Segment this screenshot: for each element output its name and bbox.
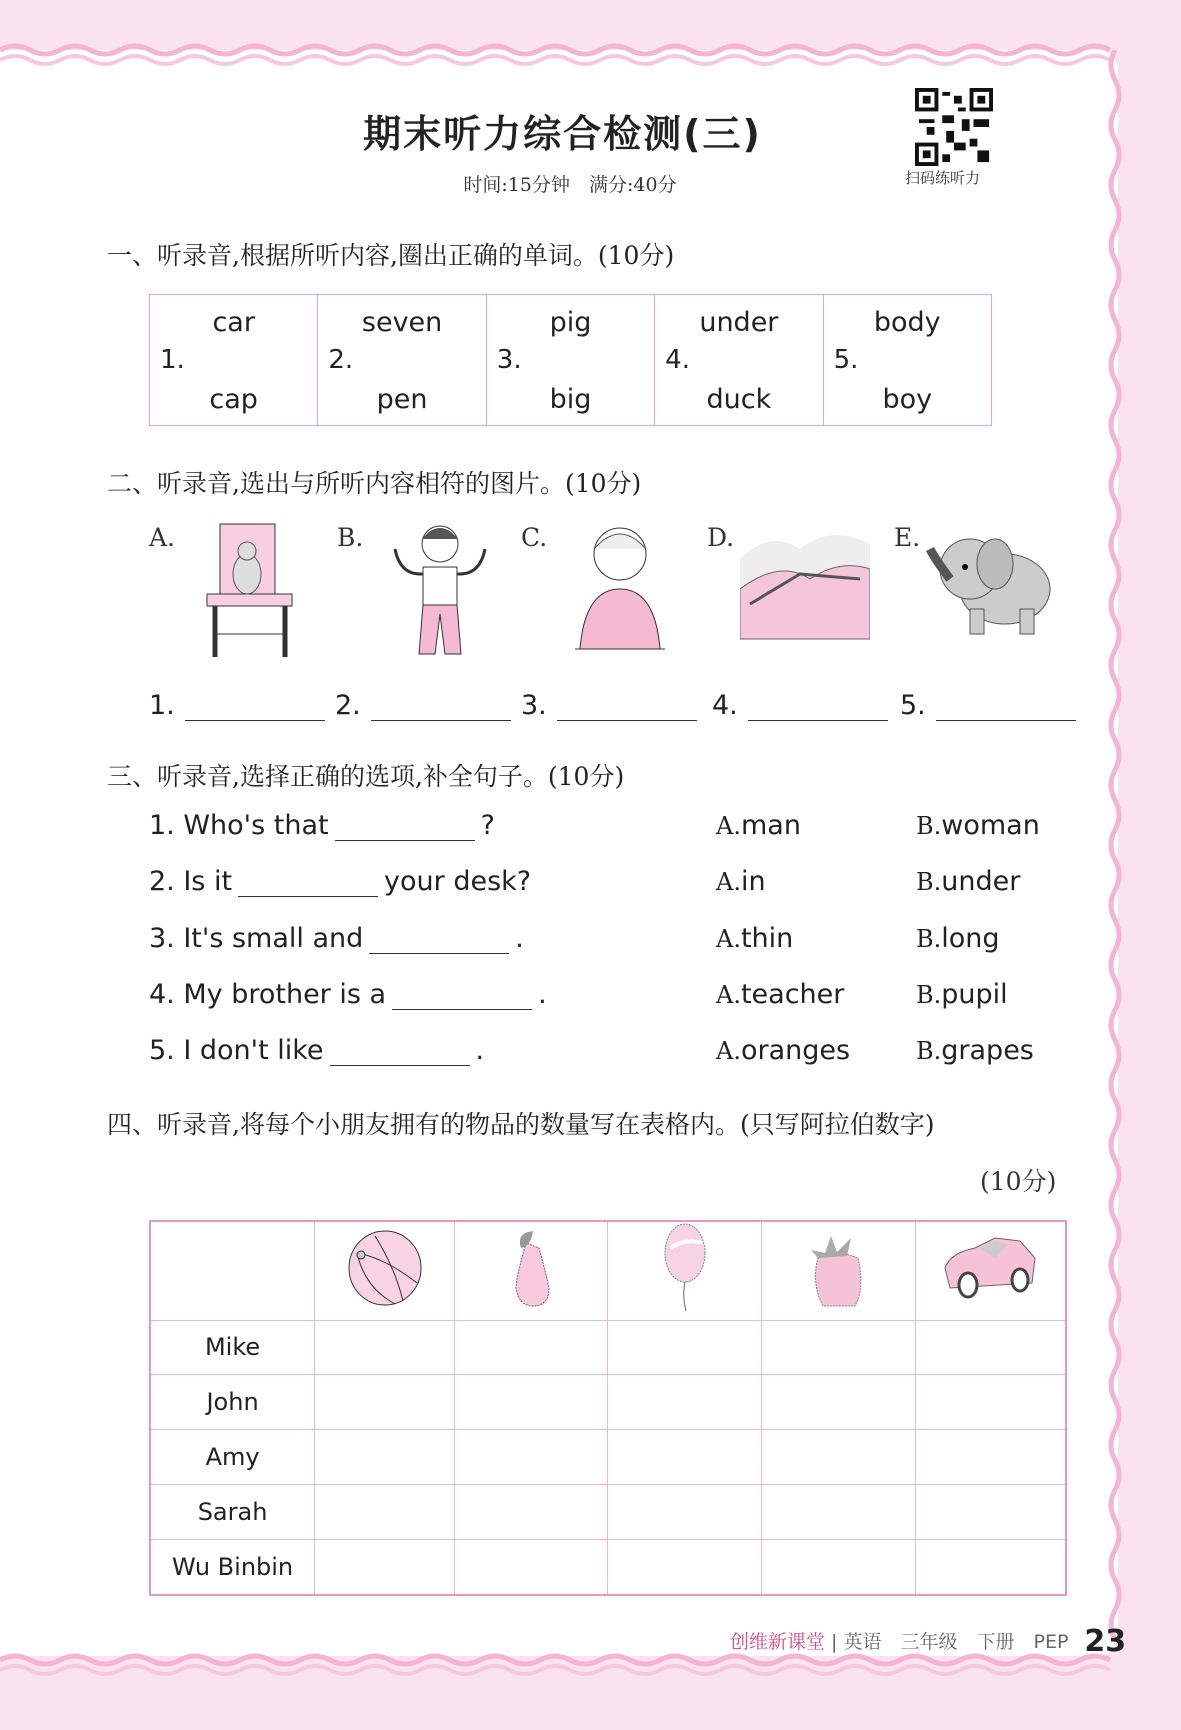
word-choice-table [149,294,992,426]
footer: 创维新课堂 | 英语 三年级 下册 PEP 23 [730,1624,1127,1659]
qr-code-icon[interactable] [914,88,994,166]
word-option[interactable]: car [212,307,255,338]
count-cell-pear[interactable] [454,1430,608,1485]
corner-cell [150,1221,315,1320]
item-count-table [149,1220,1067,1596]
option-b[interactable] [916,979,1008,1010]
answer-line[interactable] [748,693,888,721]
word-choice-cell [318,295,486,426]
count-cell-ball[interactable] [315,1320,455,1375]
section4-heading: 四、听录音,将每个小朋友拥有的物品的数量写在表格内。(只写阿拉伯数字) [107,1110,935,1139]
page-number: 23 [1084,1624,1127,1659]
word-option[interactable]: duck [706,384,772,415]
answer-line[interactable] [371,693,511,721]
car-icon [915,1221,1066,1320]
option-b[interactable] [916,866,1020,897]
question-sentence [149,923,524,954]
count-cell-pear[interactable] [454,1320,608,1375]
table-row [150,1320,1066,1375]
section1-heading: 一、听录音,根据所听内容,圈出正确的单词。(10分) [107,241,675,270]
count-cell-balloon[interactable] [608,1320,762,1375]
count-cell-strawberry[interactable] [762,1375,916,1430]
child-name: Wu Binbin [150,1539,315,1595]
option-a[interactable] [716,923,793,954]
item-number: 5. [833,345,859,375]
option-text: man [740,810,801,841]
word-option[interactable]: pig [549,307,592,338]
sentence-start: 2. Is it [149,866,233,898]
answer-line[interactable] [369,926,509,954]
answer-blank[interactable] [712,690,888,721]
option-letter: A. [716,812,741,840]
table-row [150,1430,1066,1485]
count-cell-ball[interactable] [315,1539,455,1595]
picture-label: A. [149,523,176,552]
option-letter: A. [716,924,741,953]
option-text: in [740,866,766,898]
word-choice-cell [150,295,318,426]
option-letter: A. [716,868,741,897]
count-cell-ball[interactable] [315,1430,455,1485]
answer-blank[interactable] [149,690,325,721]
section3-heading: 三、听录音,选择正确的选项,补全句子。(10分) [107,762,625,791]
answer-line[interactable] [936,693,1076,721]
blank-number: 5. [900,690,926,721]
option-letter: A. [716,980,741,1009]
great-wall-icon [740,519,870,659]
answer-blank[interactable] [900,690,1076,721]
option-text: oranges [740,1035,851,1067]
option-text: thin [740,922,794,954]
time-score-info: 时间:15分钟 满分:40分 [463,174,677,196]
count-cell-strawberry[interactable] [762,1484,916,1539]
blank-number: 2. [335,690,361,721]
word-choice-cell [486,295,654,426]
count-cell-pear[interactable] [454,1375,608,1430]
answer-line[interactable] [185,693,325,721]
word-option[interactable]: pen [376,384,428,415]
answer-line[interactable] [330,1038,470,1066]
option-a[interactable] [716,979,844,1010]
option-b[interactable] [916,1035,1034,1066]
option-text: woman [941,810,1040,841]
question-sentence [149,866,531,897]
count-cell-balloon[interactable] [608,1430,762,1485]
table-row [150,1375,1066,1430]
count-cell-car[interactable] [915,1484,1066,1539]
sentence-end: . [475,1035,485,1067]
count-cell-pear[interactable] [454,1484,608,1539]
word-choice-cell [655,295,823,426]
word-choice-cell [823,295,991,426]
question-sentence [149,1035,484,1066]
picture-label: B. [337,523,364,552]
option-letter: B. [916,868,942,897]
sentence-start: 1. Who's that [149,810,329,841]
elephant-icon [920,519,1060,659]
balloon-icon [608,1221,762,1320]
count-cell-balloon[interactable] [608,1539,762,1595]
footer-brand: 创维新课堂 [730,1631,826,1653]
word-option[interactable]: under [699,307,779,338]
option-letter: B. [916,924,942,953]
answer-blank[interactable] [521,690,697,721]
count-cell-strawberry[interactable] [762,1539,916,1595]
option-letter: B. [916,980,942,1009]
picture-label: E. [894,523,921,552]
option-b[interactable] [916,810,1040,841]
option-letter: B. [916,1037,942,1066]
blank-number: 1. [149,690,175,721]
item-number: 3. [496,345,522,375]
count-cell-balloon[interactable] [608,1484,762,1539]
item-number: 2. [328,345,354,375]
picture-label: C. [521,523,548,552]
sentence-end: ? [480,810,495,841]
picture-label: D. [707,523,735,552]
count-cell-car[interactable] [915,1375,1066,1430]
answer-line[interactable] [335,813,475,841]
sentence-end: . [515,922,524,954]
strong-boy-icon [385,519,495,659]
word-option[interactable]: seven [361,307,443,338]
section2-heading: 二、听录音,选出与所听内容相符的图片。(10分) [107,469,642,498]
grandmother-icon [565,519,675,659]
qr-caption: 扫码练听力 [905,169,981,187]
answer-blank[interactable] [335,690,511,721]
ball-icon [315,1221,455,1320]
option-letter: A. [716,1037,741,1066]
right-wave-border [1105,50,1135,1660]
sentence-end: your desk? [384,866,532,898]
option-letter: B. [916,812,942,840]
section4-score: (10分) [980,1167,1057,1196]
sentence-start: 3. It's small and [149,922,364,954]
count-cell-car[interactable] [915,1430,1066,1485]
child-name: Mike [150,1320,315,1375]
pear-icon [454,1221,608,1320]
blank-number: 4. [712,690,738,721]
count-cell-strawberry[interactable] [762,1430,916,1485]
word-option[interactable]: boy [882,384,933,415]
option-text: long [941,922,1000,954]
child-name: John [150,1375,315,1430]
word-option[interactable]: cap [209,384,258,415]
header-row [150,1221,1066,1320]
option-text: pupil [941,978,1008,1010]
sentence-end: . [538,978,547,1010]
table-row [150,1484,1066,1539]
option-text: teacher [740,978,845,1010]
top-wave-border [0,40,1181,70]
count-cell-car[interactable] [915,1320,1066,1375]
child-name: Sarah [150,1484,315,1539]
count-cell-car[interactable] [915,1539,1066,1595]
strawberry-icon [762,1221,916,1320]
answer-line[interactable] [392,982,532,1010]
item-number: 1. [160,345,185,375]
question-sentence [149,810,495,841]
option-text: under [941,866,1021,898]
footer-book-info: 英语 三年级 下册 PEP [843,1631,1069,1653]
option-text: grapes [941,1035,1034,1067]
count-cell-ball[interactable] [315,1375,455,1430]
count-cell-ball[interactable] [315,1484,455,1539]
cat-on-chair-icon [195,519,305,659]
option-a[interactable] [716,1035,850,1066]
count-cell-balloon[interactable] [608,1375,762,1430]
option-a[interactable] [716,866,766,897]
question-sentence [149,979,547,1010]
child-name: Amy [150,1430,315,1485]
count-cell-strawberry[interactable] [762,1320,916,1375]
word-option[interactable]: big [549,384,592,415]
page-title: 期末听力综合检测(三) [363,112,762,156]
count-cell-pear[interactable] [454,1539,608,1595]
answer-line[interactable] [238,869,378,897]
sentence-start: 5. I don't like [149,1035,324,1067]
blank-number: 3. [521,690,547,721]
item-number: 4. [665,345,690,375]
word-option[interactable]: body [873,307,941,338]
sentence-start: 4. My brother is a [149,978,387,1010]
answer-line[interactable] [557,693,697,721]
option-b[interactable] [916,923,1000,954]
option-a[interactable] [716,810,801,841]
table-row [150,1539,1066,1595]
